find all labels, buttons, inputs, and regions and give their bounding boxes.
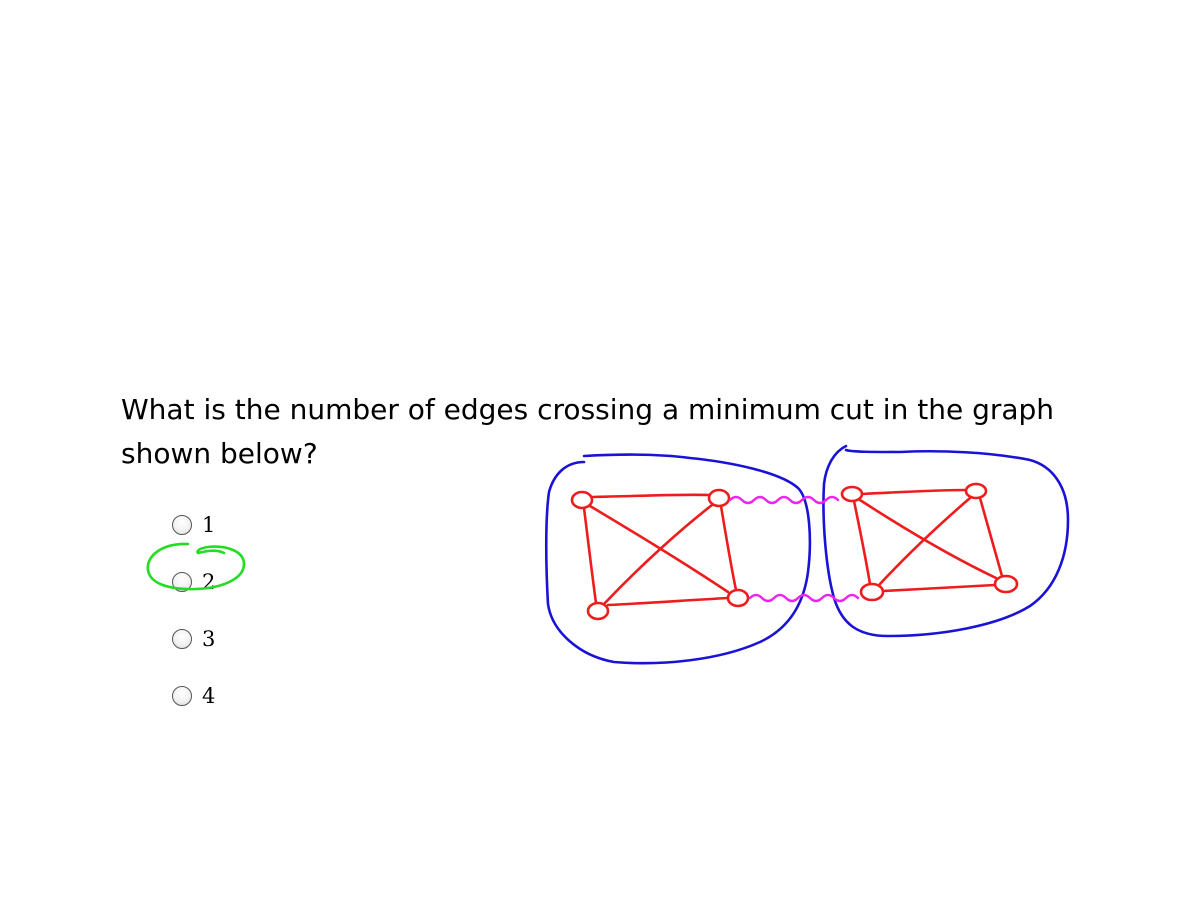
question-text: What is the number of edges crossing a minimum cut in the graph shown below?	[121, 393, 1055, 470]
option-label-4: 4	[202, 683, 216, 708]
vertex-left-bottom-left	[588, 603, 608, 619]
crossing-edge-top	[730, 497, 838, 503]
vertex-left-top-left	[572, 492, 592, 508]
vertex-left-top-right	[709, 490, 729, 506]
vertex-right-bottom-right	[995, 576, 1017, 592]
radio-button-1[interactable]	[172, 515, 192, 535]
option-2[interactable]	[172, 553, 215, 610]
edge-left-top	[592, 495, 709, 497]
option-label-2: 2	[202, 569, 216, 594]
vertex-left-bottom-right	[728, 590, 748, 606]
left-cluster-outline	[546, 455, 810, 663]
edge-right-right	[980, 498, 1002, 576]
option-3[interactable]	[172, 610, 215, 667]
option-label-3: 3	[202, 626, 216, 651]
vertex-right-top-right	[966, 484, 986, 498]
edge-right-diag-b	[880, 498, 970, 584]
edge-left-bottom	[608, 598, 728, 605]
edge-left-right	[721, 506, 736, 590]
edge-right-diag-a	[860, 500, 996, 578]
edge-left-left	[584, 508, 596, 603]
radio-button-2[interactable]	[172, 572, 192, 592]
edge-left-diag-b	[604, 505, 712, 604]
radio-button-4[interactable]	[172, 686, 192, 706]
radio-button-3[interactable]	[172, 629, 192, 649]
crossing-edge-bottom	[750, 595, 858, 601]
edge-right-bottom	[883, 585, 995, 591]
option-1[interactable]	[172, 496, 215, 553]
edge-right-left	[854, 501, 870, 584]
vertex-right-bottom-left	[861, 584, 883, 600]
left-subgraph	[572, 490, 748, 619]
edge-right-top	[862, 490, 966, 494]
option-4[interactable]	[172, 667, 215, 724]
option-label-1: 1	[202, 512, 216, 537]
right-subgraph	[842, 484, 1017, 600]
edge-left-diag-a	[590, 506, 728, 592]
vertex-right-top-left	[842, 487, 862, 501]
answer-options	[172, 496, 215, 724]
